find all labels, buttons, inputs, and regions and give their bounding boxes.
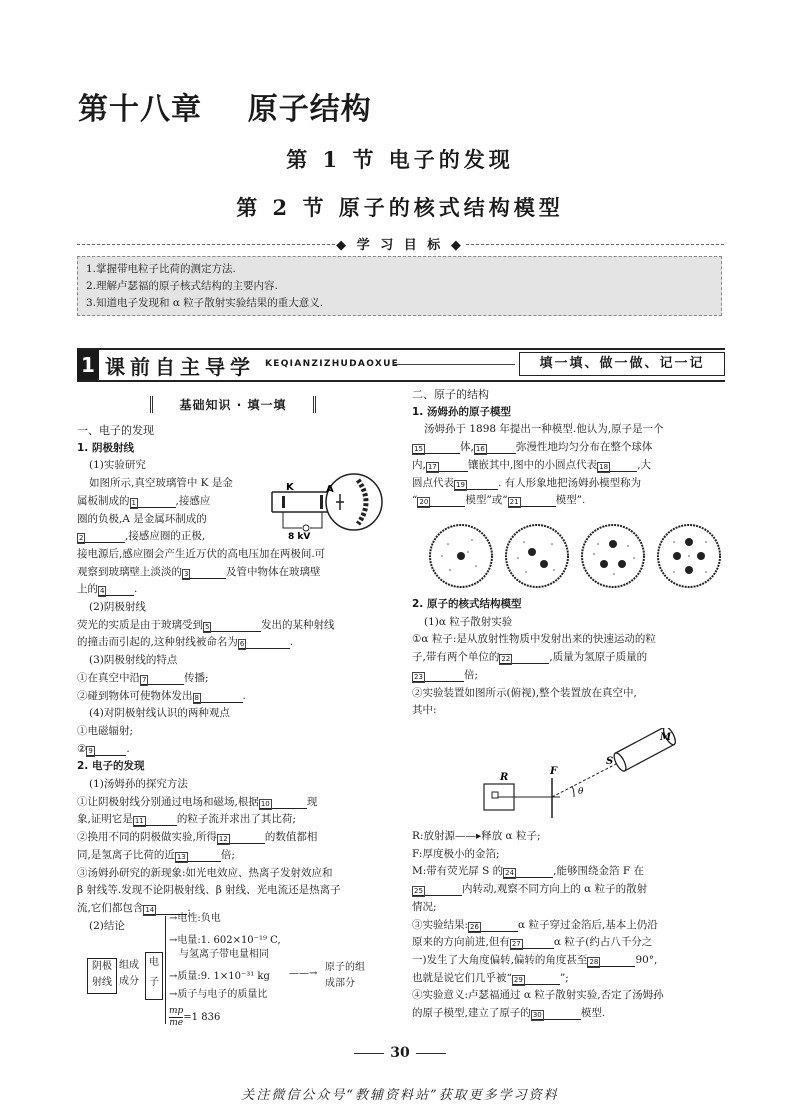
heading-nuclear-model: 2. 原子的核式结构模型 (412, 598, 522, 610)
banner-title: 课前自主导学 (105, 355, 255, 379)
text-line: 圈的负极,A 是金属环制成的 (77, 512, 207, 525)
label-theta: θ (578, 787, 584, 797)
scatter-path (552, 762, 620, 797)
subheading: (1)汤姆孙的探究方法 (89, 778, 188, 791)
scattering-apparatus-figure (470, 728, 690, 828)
label-s: S (606, 756, 614, 767)
right-column-part2 (412, 596, 724, 720)
source-marker (492, 792, 498, 798)
text-line: 的撞击而引起的,这种射线被命名为 6 . (77, 636, 294, 649)
mass-ratio-formula: $\frac{mp}{me}$ =1 836 (169, 1006, 221, 1028)
heading-electron-discovery: 2. 电子的发现 (77, 760, 145, 773)
label-a: A (326, 484, 334, 495)
chapter-title: 第十八章 原子结构 (78, 92, 372, 127)
heading-atom-structure: 二、原子的结构 (412, 388, 489, 401)
cathode-tube-figure (262, 466, 390, 540)
text-line: 原来的方向前进,但有 27 α 粒子(约占八千分之 (412, 936, 653, 949)
text-line: 象,证明它是 11 的粒子流并求出了其比荷; (77, 813, 296, 826)
tube-bulb (326, 474, 382, 530)
text-line: 内, 17 镶嵌其中,图中的小圆点代表 18 ,大 (412, 458, 652, 471)
goal-item: 3.知道电子发现和 α 粒子散射实验结果的重大意义. (86, 297, 324, 309)
bracket-line (165, 916, 166, 1024)
conclusion-diagram (77, 912, 393, 1042)
label-m: M (660, 732, 672, 743)
text-line: 同,是氢离子比荷的近 13 倍; (77, 848, 235, 861)
property-quantity: →电量:1. 602×10⁻¹⁹ C, (169, 935, 281, 946)
label-k: K (286, 482, 294, 493)
text-line: 15 体, 16 弥漫性地均匀分布在整个球体 (414, 441, 653, 454)
tube-neck (272, 492, 328, 512)
text-line: 一)发生了大角度偏转,偏转的角度甚至 28 90°, (412, 953, 658, 966)
text-line: ①α 粒子:是从放射性物质中发射出来的快速运动的粒 (412, 633, 656, 646)
text-line: 也就是说它们几乎被“ 29 ”; (412, 971, 569, 984)
text-line: 圆点代表 19 . 有人形象地把汤姆孙模型称为 (412, 476, 642, 489)
anode-ring (320, 495, 323, 509)
text-line: 的原子模型,建立了原子的 30 模型. (412, 1007, 606, 1020)
text-line: ②换用不同的阴极做实验,所得 12 的数值都相 (77, 831, 318, 844)
banner-number: 1 (77, 350, 99, 380)
atom-model-2 (506, 525, 568, 587)
circuit-wire (283, 512, 322, 528)
text-line: 25 内转动,观察不同方向上的 α 粒子的散射 (414, 883, 648, 896)
property-mass: →质量:9. 1×10⁻³¹ kg (169, 971, 270, 982)
label-f: F (550, 766, 558, 777)
banner-pinyin: KEQIANZIZHUDAOXUE (265, 359, 400, 369)
atom-model-1 (430, 525, 492, 587)
text-line: 流,它们都包含 14 . (77, 901, 191, 914)
footer-note: 关注微信公众号“教辅资料站”获取更多学习资料 (241, 1088, 559, 1103)
goal-item: 1.掌握带电粒子比荷的测定方法. (86, 263, 236, 275)
property-list (169, 912, 281, 1029)
text-line: ①让阴极射线分别通过电场和磁场,根据 10 现 (77, 795, 318, 808)
text-line: “ 20 模型”或“ 21 模型”. (412, 494, 586, 507)
heading-cathode-ray: 1. 阴极射线 (77, 441, 134, 454)
subheading: (1)α 粒子散射实验 (424, 615, 513, 628)
power-source-icon (303, 525, 309, 531)
thomson-model-figure (428, 522, 722, 592)
arrow-right-icon: ◆ (450, 238, 464, 253)
label-voltage: 8 kV (288, 532, 311, 540)
text-line: 荧光的实质是由于玻璃受到 5 发出的某种射线 (77, 618, 335, 631)
text-line: ④实验意义:卢瑟福通过 α 粒子散射实验,否定了汤姆孙 (412, 989, 664, 1002)
cathode-plate (282, 496, 285, 508)
text-line: 如图所示,真空玻璃管中 K 是金 (89, 477, 233, 490)
subheading: (4)对阴极射线认识的两种观点 (89, 707, 230, 720)
text-line: 23 倍; (414, 668, 479, 681)
right-column-part3 (412, 828, 724, 1023)
text-line: 其中: (412, 704, 437, 717)
text-line: 上的 4 . (77, 583, 138, 596)
theta-arc (572, 786, 574, 797)
goals-header: ◆ 学 习 目 标 ◆ (336, 238, 464, 253)
text-line: 子,带有两个单位的 22 ,质量为氢原子质量的 (412, 651, 648, 664)
text-line: ①电磁辐射; (77, 724, 134, 737)
heading-electron: 一、电子的发现 (77, 424, 154, 437)
banner-tag: 填一填、做一做、记一记 (519, 352, 725, 376)
text-line: F:厚度极小的金箔; (412, 847, 500, 860)
basic-knowledge-heading: 基础知识 · 填一填 (150, 396, 316, 413)
atom-part-label: 原子的组 成部分 (325, 962, 365, 989)
goal-item: 2.理解卢瑟福的原子核式结构的主要内容. (86, 280, 278, 292)
section-banner (77, 348, 725, 382)
text-line: ②实验装置如图所示(俯视),整个装置放在真空中, (412, 686, 637, 699)
subheading: (2)结论 (89, 919, 125, 932)
text-line: M:带有荧光屏 S 的 24 ,能够围绕金箔 F 在 (412, 865, 644, 878)
text-line: 汤姆孙于 1898 年提出一种模型.他认为,原子是一个 (424, 423, 664, 436)
composition-label: 组成 成分 (119, 960, 139, 987)
property-charge: →电性:负电 (169, 913, 221, 924)
text-line: 情况; (412, 900, 437, 913)
subheading: (2)阴极射线 (89, 601, 146, 614)
banner-rule (393, 364, 515, 365)
section-title-2: 第 2 节 原子的核式结构模型 (236, 195, 564, 220)
arrow-left-icon: ◆ (336, 238, 350, 253)
electron-box: 电 子 (145, 952, 163, 1000)
subheading: (3)阴极射线的特点 (89, 654, 178, 667)
heading-thomson-model: 1. 汤姆孙的原子模型 (412, 405, 511, 418)
text-line: β 射线等.发现不论阴极射线、β 射线、光电流还是热离子 (77, 884, 341, 897)
cathode-ray-box: 阴极 射线 (87, 958, 117, 994)
goals-box (77, 256, 722, 316)
fluorescent-glow (358, 480, 366, 524)
text-line: R:放射源——▸释放 α 粒子; (412, 830, 541, 842)
text-line: 观察到玻璃壁上淡淡的 3 及管中物体在玻璃壁 (77, 565, 321, 578)
property-quantity-note: 与氢离子带电量相同 (179, 949, 269, 960)
label-r: R (500, 772, 509, 783)
text-line: 2 ,接感应圈的正极, (79, 530, 206, 543)
text-line: 属板制成的 1 ,接感应 (77, 494, 211, 507)
page-number: 30 (0, 1045, 800, 1061)
text-line: ② 9 . (77, 742, 130, 755)
text-line: ③实验结果: 26 α 粒子穿过金箔后,基本上仍沿 (412, 918, 658, 931)
property-ratio: →质子与电子的质量比 (169, 989, 268, 1000)
text-line: ②碰到物体可使物体发出 8 . (77, 689, 246, 702)
conclusion-arrow-icon: ——→ (289, 968, 318, 979)
subheading: (1)实验研究 (89, 459, 146, 472)
text-line: ③汤姆孙研究的新现象:如光电效应、热离子发射效应和 (77, 866, 333, 879)
text-line: ①在真空中沿 7 传播; (77, 671, 209, 684)
section-title-1: 第 1 节 电子的发现 (286, 147, 514, 172)
text-line: 接电源后,感应圈会产生近万伏的高电压加在两极间.可 (77, 547, 326, 560)
right-column (412, 386, 724, 510)
atom-model-3 (582, 525, 644, 587)
